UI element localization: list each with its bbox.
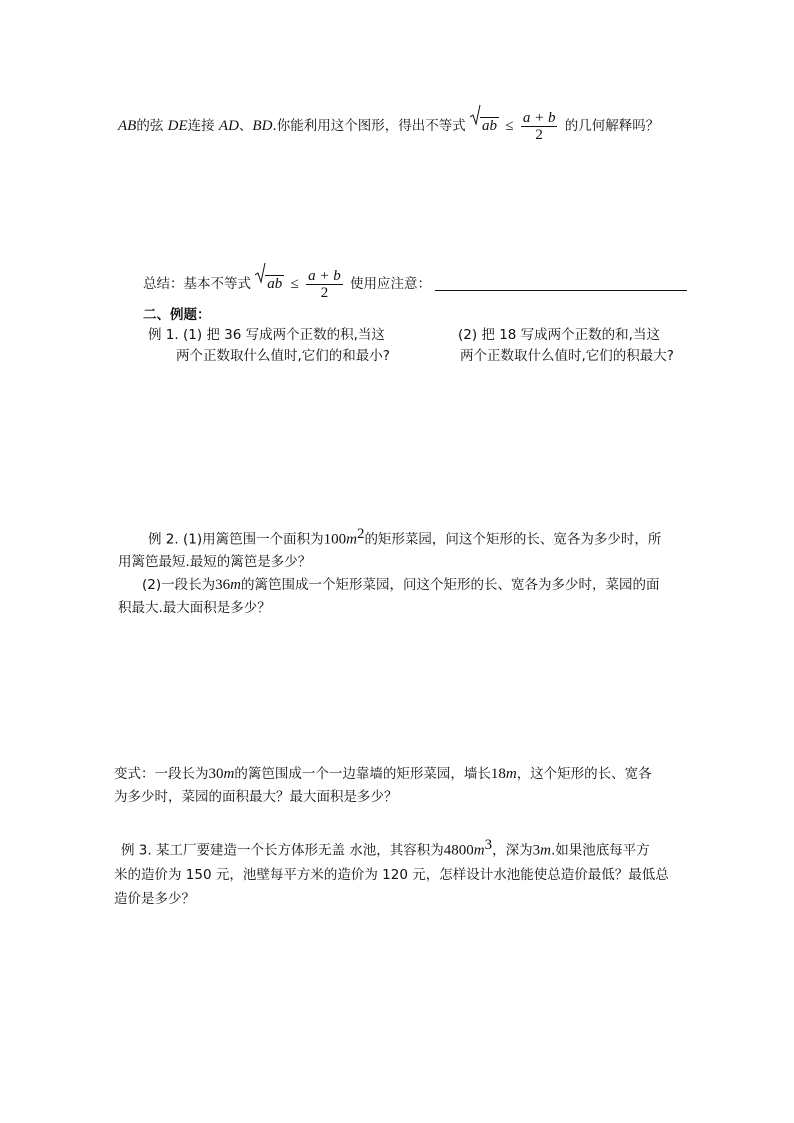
variant-length-value: 30 [208,766,224,782]
variant-text-c: ，这个矩形的长、宽各 [516,766,652,782]
fraction-summary [306,268,343,301]
ex2-line1 [148,525,661,549]
fraction-denominator-summary: 2 [320,284,329,301]
radicand-summary: ab [267,276,283,292]
variant-text-b: 的篱笆围成一个一边靠墙的矩形菜园，墙长 [234,766,491,782]
ex3-line1 [121,836,650,860]
variant-line2: 为多少时，菜园的面积最大？最大面积是多少？ [114,789,398,805]
radical-sign-icon [255,262,266,284]
intro-text-1: 的弦 [136,118,164,134]
summary-suffix: 使用应注意： [350,276,432,292]
ex2-length-value: 36 [215,577,231,593]
intro-text-4: 的几何解释吗？ [564,118,660,134]
segment-ab: AB [118,118,137,134]
fraction-denominator: 2 [535,126,543,143]
variant-wall-unit: m [505,766,517,782]
ex3-volume-exp: 3 [484,837,493,853]
ex1-part1-line2: 两个正数取什么值时,它们的和最小? [176,348,390,364]
ex3-line2: 米的造价为 150 元，池壁每平方米的造价为 120 元，怎样设计水池能使总造价最低？最低总 [114,867,669,883]
variant-text-a: 变式：一段长为 [114,766,209,782]
radicand: ab [482,118,498,134]
ex2-text-d: 的篱笆围成一个矩形菜园，问这个矩形的长、宽各为多少时，菜园的面 [240,577,660,593]
ex3-depth-value: 3 [532,842,541,859]
segment-bd: BD [252,118,273,134]
ex3-text-b: ，深为 [492,842,533,859]
ex3-depth-unit: m [540,842,551,859]
leq-sign-summary: ≤ [290,276,299,292]
segment-ad: AD [218,118,239,134]
ex1-part2-line2: 两个正数取什么值时,它们的积最大? [460,348,674,364]
ex3-line3: 造价是多少？ [114,891,195,907]
variant-length-unit: m [223,766,235,782]
ex3-volume-unit: m [473,842,485,859]
ex2-line3 [142,576,659,594]
fraction-numerator: a + b [522,109,556,126]
ex2-text-b: 的矩形菜园，问这个矩形的长、宽各为多少时，所 [364,531,662,548]
ex2-area-value: 100 [323,531,347,548]
ex2-line4: 积最大.最大面积是多少？ [118,600,271,616]
sqrt-ab-summary [255,264,284,304]
variant-wall-value: 18 [490,766,506,782]
ex2-text-a: 例 2. (1)用篱笆围一个面积为 [148,531,324,548]
ex2-line2: 用篱笆最短.最短的篱笆是多少？ [118,554,312,570]
ex1-part1-line1: 例 1. (1) 把 36 写成两个正数的积,当这 [148,327,385,343]
intro-text-3: .你能利用这个图形，得出不等式 [272,118,466,134]
ex2-area-unit: m [346,531,357,548]
sqrt-ab [470,106,499,146]
leq-sign: ≤ [505,118,514,134]
variant-line1 [114,765,652,783]
segment-de: DE [167,118,188,134]
intro-text-2: 连接 [187,118,215,134]
ex2-length-unit: m [230,577,241,593]
ex3-volume-value: 4800 [443,842,474,859]
ex3-text-c: .如果池底每平方 [550,842,650,859]
section-title: 二、例题： [143,307,211,323]
ex2-text-c: (2)一段长为 [142,577,216,593]
intro-sep: 、 [238,118,253,134]
answer-blank[interactable] [435,278,687,291]
fraction-ab-over-2 [521,110,558,143]
summary-label: 总结：基本不等式 [143,276,251,292]
ex2-area-exp: 2 [356,526,365,542]
ex1-part2-line1: (2) 把 18 写成两个正数的和,当这 [458,327,660,343]
fraction-numerator-summary: a + b [308,267,341,284]
intro-line [118,106,659,146]
summary-line [143,264,687,304]
radical-sign-icon [470,104,481,126]
ex3-text-a: 例 3. 某工厂要建造一个长方体形无盖 水池，其容积为 [121,842,444,859]
